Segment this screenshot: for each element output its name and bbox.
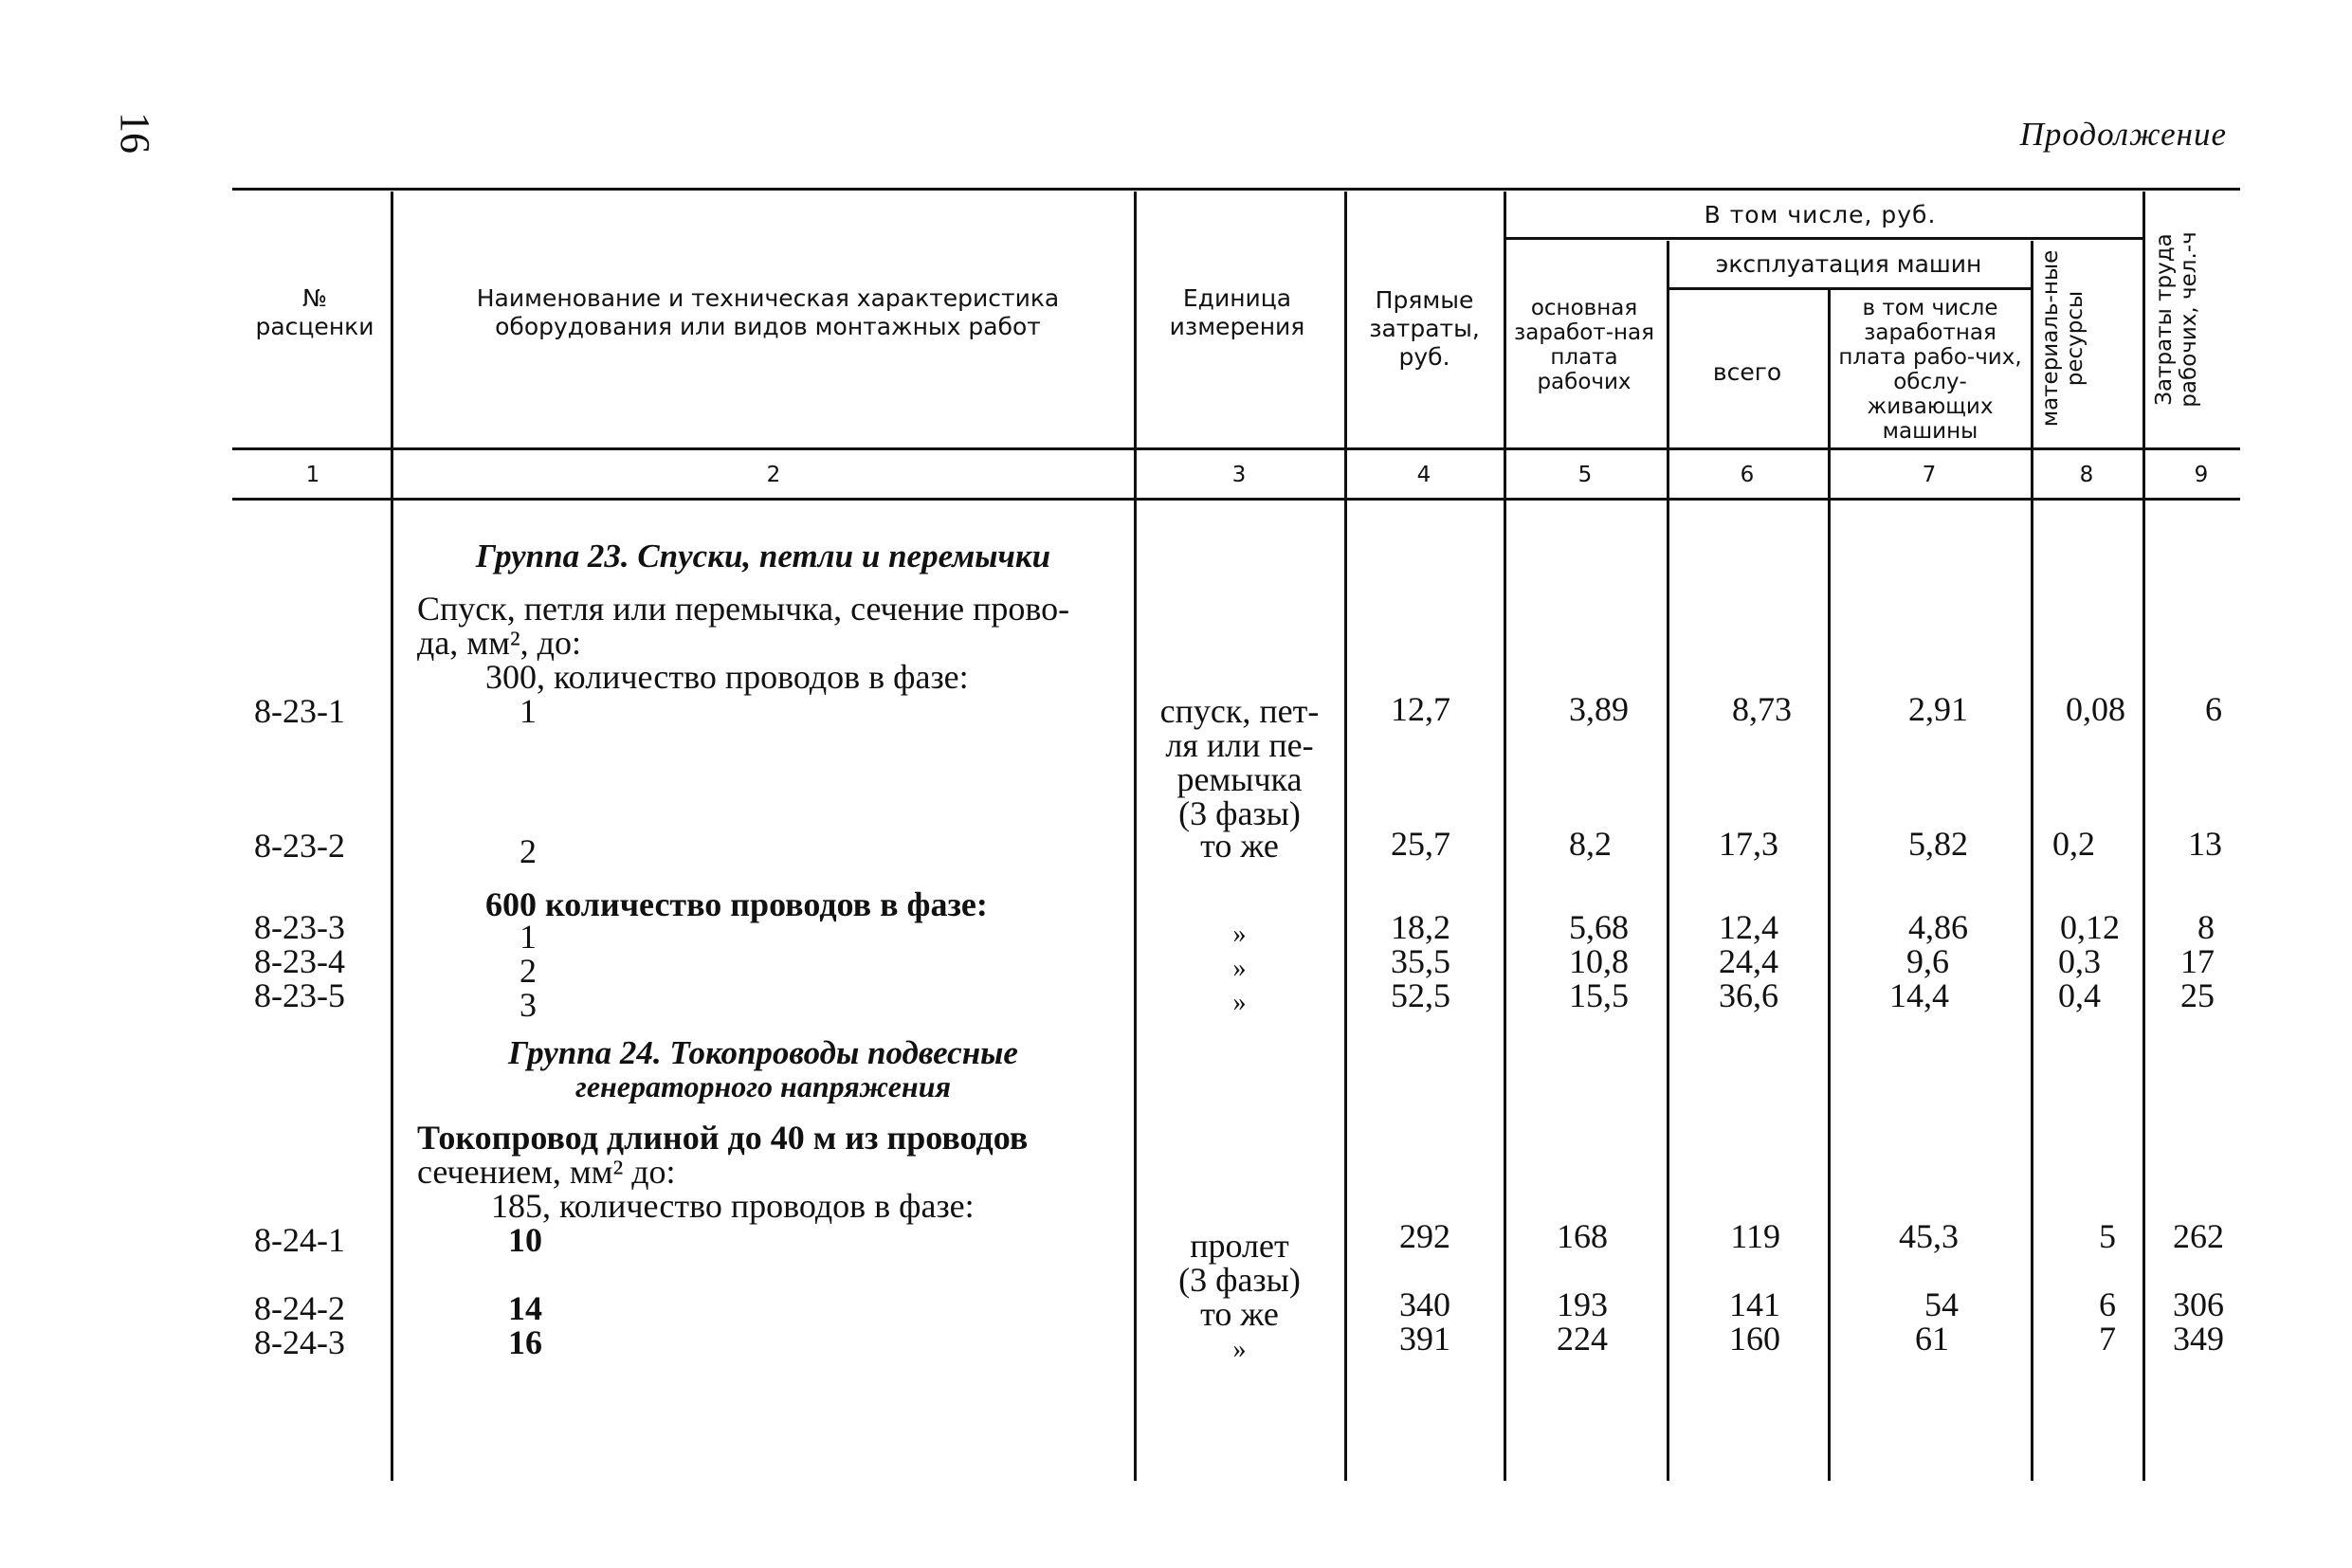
row-c8: 0,12 [2060, 908, 2120, 946]
group23-desc-line1: Спуск, петля или перемычка, сечение прово- [417, 590, 1070, 628]
row-wire-count: 16 [508, 1323, 542, 1361]
col-divider-7 [2031, 241, 2033, 1481]
row-c6: 17,3 [1719, 825, 1778, 863]
row-code: 8-23-5 [254, 976, 345, 1014]
header-group-top: В том числе, руб. [1704, 201, 1937, 228]
colnum-7: 7 [1922, 463, 1937, 487]
row-c5: 15,5 [1569, 976, 1629, 1014]
row-code: 8-23-1 [254, 692, 345, 730]
row-c7: 14,4 [1889, 976, 1949, 1014]
group24-desc-line2: сечением, мм² до: [417, 1153, 676, 1191]
row-c4: 35,5 [1391, 942, 1450, 980]
group23-desc-line2: да, мм², до: [417, 624, 581, 662]
header-col5: основная заработ-ная плата рабочих [1514, 296, 1654, 394]
row-wire-count: 14 [508, 1289, 542, 1327]
group23-unit-line3: ремычка [1176, 760, 1303, 798]
row-c4: 25,7 [1391, 825, 1450, 863]
row-c6: 119 [1730, 1217, 1780, 1255]
row-unit: » [1232, 1335, 1247, 1364]
row-c6: 12,4 [1719, 908, 1778, 946]
row-c4: 292 [1399, 1217, 1450, 1255]
row-c5: 5,68 [1569, 908, 1629, 946]
row-c9: 8 [2197, 908, 2215, 946]
col-divider-8 [2142, 191, 2145, 1481]
group24-unit-line1: пролет [1190, 1227, 1289, 1265]
colnum-5: 5 [1577, 463, 1593, 487]
row-wire-count: 2 [520, 952, 537, 990]
row-c5: 8,2 [1569, 825, 1612, 863]
row-c8: 6 [2099, 1285, 2116, 1323]
group23-unit-line4: (3 фазы) [1178, 794, 1301, 832]
row-c8: 5 [2099, 1217, 2116, 1255]
col-divider-1 [391, 191, 393, 1481]
header-col9: Затраты труда рабочих, чел.-ч [2152, 231, 2201, 408]
colnum-9: 9 [2194, 463, 2209, 487]
row-c5: 3,89 [1569, 690, 1629, 728]
row-code: 8-23-3 [254, 908, 345, 946]
machine-header-rule [1667, 287, 2031, 290]
colnum-4: 4 [1416, 463, 1431, 487]
row-c8: 0,4 [2058, 976, 2101, 1014]
row-unit: то же [1200, 1295, 1279, 1333]
row-c6: 36,6 [1719, 976, 1778, 1014]
row-c9: 306 [2173, 1285, 2224, 1323]
header-col8: материаль-ные ресурсы [2038, 249, 2088, 428]
header-col1: № расценки [255, 284, 374, 340]
row-c7: 9,6 [1906, 942, 1949, 980]
colnum-bottom-rule [232, 498, 2240, 501]
col-divider-3 [1344, 191, 1347, 1481]
header-machine-group: эксплуатация машин [1715, 250, 1982, 278]
row-code: 8-24-2 [254, 1289, 345, 1327]
row-c5: 193 [1557, 1285, 1608, 1323]
header-col2: Наименование и техническая характеристика оборудования или видов монтажных работ [476, 284, 1060, 340]
header-col7: в том числе заработная плата рабо-чих, обслу-живающих машины [1838, 296, 2022, 444]
row-c4: 52,5 [1391, 976, 1450, 1014]
group23-title: Группа 23. Спуски, петли и перемычки [475, 538, 1051, 574]
group24-title-line2: генераторного напряжения [575, 1069, 951, 1103]
group24-desc-line1: Токопровод длиной до 40 м из проводов [417, 1119, 1029, 1157]
colnum-8: 8 [2079, 463, 2094, 487]
row-unit: » [1232, 954, 1247, 983]
col-divider-5 [1667, 241, 1669, 1481]
row-wire-count: 2 [520, 832, 537, 870]
group23-sub-600: 600 количество проводов в фазе: [485, 885, 988, 923]
row-c6: 24,4 [1719, 942, 1778, 980]
row-c9: 13 [2188, 825, 2222, 863]
colnum-2: 2 [766, 463, 781, 487]
group23-unit-line2: ля или пе- [1165, 726, 1314, 764]
header-col6: всего [1712, 358, 1782, 386]
row-wire-count: 10 [508, 1221, 542, 1259]
row-c4: 12,7 [1391, 690, 1450, 728]
row-c4: 340 [1399, 1285, 1450, 1323]
table-top-rule [232, 188, 2240, 191]
row-unit: то же [1200, 827, 1279, 865]
row-c8: 0,2 [2052, 825, 2095, 863]
row-c8: 0,08 [2066, 690, 2125, 728]
row-wire-count: 1 [520, 692, 537, 730]
colnum-1: 1 [305, 463, 320, 487]
col-divider-2 [1134, 191, 1137, 1481]
col-divider-4 [1504, 191, 1506, 1481]
row-c7: 45,3 [1899, 1217, 1959, 1255]
header-col3: Единица измерения [1169, 284, 1305, 340]
row-unit: » [1232, 988, 1247, 1017]
page-number: 16 [112, 112, 158, 154]
group24-unit-line2: (3 фазы) [1178, 1261, 1301, 1299]
row-code: 8-24-1 [254, 1221, 345, 1259]
row-code: 8-23-4 [254, 942, 345, 980]
row-wire-count: 3 [520, 986, 537, 1024]
row-c9: 17 [2180, 942, 2215, 980]
colnum-3: 3 [1231, 463, 1247, 487]
row-wire-count: 1 [520, 918, 537, 956]
row-code: 8-23-2 [254, 827, 345, 865]
row-c8: 7 [2099, 1320, 2116, 1358]
row-c4: 391 [1399, 1320, 1450, 1358]
row-c7: 61 [1915, 1320, 1949, 1358]
row-c6: 141 [1729, 1285, 1780, 1323]
colnum-6: 6 [1740, 463, 1755, 487]
group24-title-line1: Группа 24. Токопроводы подвесные [508, 1034, 1018, 1071]
row-c5: 224 [1557, 1320, 1608, 1358]
row-c7: 54 [1924, 1285, 1959, 1323]
row-c7: 4,86 [1908, 908, 1968, 946]
group-header-rule [1504, 237, 2142, 240]
row-c6: 160 [1729, 1320, 1780, 1358]
row-c5: 10,8 [1569, 942, 1629, 980]
header-col4: Прямые затраты, руб. [1369, 286, 1480, 371]
row-c5: 168 [1557, 1217, 1608, 1255]
group23-sub-300: 300, количество проводов в фазе: [485, 658, 969, 696]
row-code: 8-24-3 [254, 1323, 345, 1361]
row-c9: 6 [2205, 690, 2222, 728]
row-c6: 8,73 [1732, 690, 1792, 728]
group23-unit-line1: спуск, пет- [1159, 692, 1320, 730]
row-c7: 2,91 [1908, 690, 1968, 728]
group24-sub-185: 185, количество проводов в фазе: [491, 1187, 975, 1225]
row-c9: 25 [2180, 976, 2215, 1014]
col-divider-6 [1828, 290, 1831, 1481]
row-unit: » [1232, 920, 1247, 949]
row-c9: 262 [2173, 1217, 2224, 1255]
continuation-label: Продолжение [2019, 116, 2227, 153]
header-bottom-rule [232, 447, 2240, 450]
row-c4: 18,2 [1391, 908, 1450, 946]
row-c8: 0,3 [2058, 942, 2101, 980]
row-c7: 5,82 [1908, 825, 1968, 863]
row-c9: 349 [2173, 1320, 2224, 1358]
